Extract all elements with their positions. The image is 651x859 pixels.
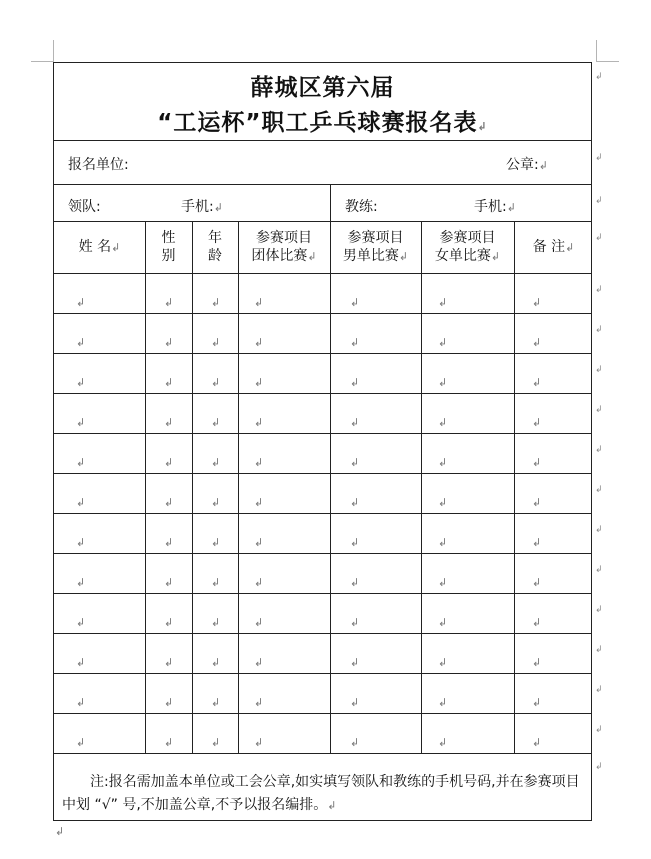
column-header-remarks: 备 注↲	[532, 239, 575, 255]
empty-cell-mark: ↲	[532, 576, 542, 589]
table-rule	[54, 313, 591, 314]
empty-cell-mark: ↲	[254, 536, 264, 549]
empty-cell-mark: ↲	[350, 496, 360, 509]
empty-cell-mark: ↲	[76, 736, 86, 749]
empty-cell-mark: ↲	[76, 656, 86, 669]
table-rule	[330, 221, 331, 753]
row-end-mark: ↲	[595, 725, 603, 735]
column-header-men-singles: 参赛项目 男单比赛↲	[342, 230, 409, 264]
empty-cell-mark: ↲	[164, 336, 174, 349]
empty-cell-mark: ↲	[76, 416, 86, 429]
empty-cell-mark: ↲	[76, 496, 86, 509]
empty-cell-mark: ↲	[350, 696, 360, 709]
leader-label: 领队:	[68, 199, 101, 215]
row-end-mark: ↲	[595, 762, 603, 772]
table-rule	[54, 553, 591, 554]
table-rule	[192, 221, 193, 753]
empty-cell-mark: ↲	[254, 376, 264, 389]
crop-mark	[53, 40, 54, 62]
column-header-name: 姓 名↲	[78, 239, 121, 255]
empty-cell-mark: ↲	[164, 576, 174, 589]
empty-cell-mark: ↲	[164, 416, 174, 429]
empty-cell-mark: ↲	[254, 616, 264, 629]
empty-cell-mark: ↲	[76, 616, 86, 629]
empty-cell-mark: ↲	[211, 696, 221, 709]
empty-cell-mark: ↲	[254, 336, 264, 349]
table-rule	[54, 273, 591, 274]
empty-cell-mark: ↲	[211, 336, 221, 349]
empty-cell-mark: ↲	[164, 736, 174, 749]
row-end-mark: ↲	[595, 485, 603, 495]
empty-cell-mark: ↲	[76, 536, 86, 549]
empty-cell-mark: ↲	[350, 656, 360, 669]
table-rule	[330, 184, 331, 221]
table-rule	[54, 513, 591, 514]
empty-cell-mark: ↲	[438, 416, 448, 429]
empty-cell-mark: ↲	[438, 696, 448, 709]
empty-cell-mark: ↲	[211, 496, 221, 509]
coach-phone-label: 手机:↲	[474, 199, 516, 215]
unit-label: 报名单位:	[68, 157, 129, 173]
empty-cell-mark: ↲	[438, 576, 448, 589]
empty-cell-mark: ↲	[532, 656, 542, 669]
empty-cell-mark: ↲	[438, 456, 448, 469]
empty-cell-mark: ↲	[438, 736, 448, 749]
column-header-women-singles: 参赛项目 女单比赛↲	[434, 230, 501, 264]
empty-cell-mark: ↲	[76, 576, 86, 589]
table-rule	[54, 353, 591, 354]
table-rule	[421, 221, 422, 753]
empty-cell-mark: ↲	[164, 296, 174, 309]
empty-cell-mark: ↲	[76, 376, 86, 389]
empty-cell-mark: ↲	[211, 296, 221, 309]
registration-form	[53, 62, 592, 821]
empty-cell-mark: ↲	[76, 336, 86, 349]
empty-cell-mark: ↲	[254, 496, 264, 509]
crop-mark	[31, 61, 53, 62]
table-rule	[54, 393, 591, 394]
empty-cell-mark: ↲	[211, 456, 221, 469]
empty-cell-mark: ↲	[76, 696, 86, 709]
empty-cell-mark: ↲	[438, 656, 448, 669]
row-end-mark: ↲	[595, 445, 603, 455]
empty-cell-mark: ↲	[532, 616, 542, 629]
table-rule	[54, 753, 591, 754]
empty-cell-mark: ↲	[532, 696, 542, 709]
empty-cell-mark: ↲	[254, 656, 264, 669]
table-rule	[238, 221, 239, 753]
empty-cell-mark: ↲	[532, 456, 542, 469]
empty-cell-mark: ↲	[532, 416, 542, 429]
empty-cell-mark: ↲	[532, 336, 542, 349]
form-title-line1: 薛城区第六届	[250, 75, 395, 101]
row-end-mark: ↲	[595, 685, 603, 695]
form-title-line2: “工运杯”职工乒乓球赛报名表↲	[157, 110, 488, 136]
empty-cell-mark: ↲	[350, 576, 360, 589]
empty-cell-mark: ↲	[438, 496, 448, 509]
empty-cell-mark: ↲	[532, 736, 542, 749]
row-end-mark: ↲	[595, 325, 603, 335]
leader-phone-label: 手机:↲	[181, 199, 223, 215]
row-end-mark: ↲	[595, 365, 603, 375]
row-end-mark: ↲	[595, 153, 603, 163]
empty-cell-mark: ↲	[164, 696, 174, 709]
row-end-mark: ↲	[595, 525, 603, 535]
empty-cell-mark: ↲	[350, 456, 360, 469]
empty-cell-mark: ↲	[532, 536, 542, 549]
empty-cell-mark: ↲	[76, 456, 86, 469]
footer-note: 注:报名需加盖本单位或工会公章,如实填写领队和教练的手机号码,并在参赛项目中划 “√” 号,不加盖公章,不予以报名编排。↲	[62, 774, 580, 813]
table-rule	[54, 713, 591, 714]
row-end-mark: ↲	[595, 605, 603, 615]
empty-cell-mark: ↲	[438, 336, 448, 349]
empty-cell-mark: ↲	[164, 656, 174, 669]
row-end-mark: ↲	[595, 233, 603, 243]
empty-cell-mark: ↲	[164, 616, 174, 629]
empty-cell-mark: ↲	[211, 376, 221, 389]
table-rule	[514, 221, 515, 753]
empty-cell-mark: ↲	[350, 736, 360, 749]
empty-cell-mark: ↲	[532, 496, 542, 509]
empty-cell-mark: ↲	[350, 416, 360, 429]
empty-cell-mark: ↲	[254, 576, 264, 589]
seal-label: 公章:↲	[506, 157, 548, 173]
empty-cell-mark: ↲	[350, 296, 360, 309]
empty-cell-mark: ↲	[211, 416, 221, 429]
crop-mark	[597, 61, 619, 62]
table-rule	[54, 473, 591, 474]
coach-label: 教练:	[345, 199, 378, 215]
table-rule	[54, 593, 591, 594]
table-rule	[54, 673, 591, 674]
empty-cell-mark: ↲	[254, 456, 264, 469]
empty-cell-mark: ↲	[350, 336, 360, 349]
row-end-mark: ↲	[595, 565, 603, 575]
empty-cell-mark: ↲	[211, 616, 221, 629]
empty-cell-mark: ↲	[254, 296, 264, 309]
empty-cell-mark: ↲	[350, 376, 360, 389]
empty-cell-mark: ↲	[164, 496, 174, 509]
empty-cell-mark: ↲	[438, 296, 448, 309]
row-end-mark: ↲	[595, 285, 603, 295]
table-rule	[54, 633, 591, 634]
empty-cell-mark: ↲	[438, 616, 448, 629]
empty-cell-mark: ↲	[164, 376, 174, 389]
empty-cell-mark: ↲	[438, 536, 448, 549]
empty-cell-mark: ↲	[164, 536, 174, 549]
table-rule	[54, 184, 591, 185]
empty-cell-mark: ↲	[350, 536, 360, 549]
final-paragraph-mark: ↲	[55, 825, 65, 838]
table-rule	[54, 433, 591, 434]
empty-cell-mark: ↲	[254, 736, 264, 749]
column-header-gender: 性 别	[161, 230, 176, 264]
empty-cell-mark: ↲	[350, 616, 360, 629]
empty-cell-mark: ↲	[211, 576, 221, 589]
empty-cell-mark: ↲	[164, 456, 174, 469]
column-header-team-event: 参赛项目 团体比赛↲	[251, 230, 317, 264]
empty-cell-mark: ↲	[532, 376, 542, 389]
row-end-mark: ↲	[595, 645, 603, 655]
empty-cell-mark: ↲	[254, 696, 264, 709]
empty-cell-mark: ↲	[211, 536, 221, 549]
empty-cell-mark: ↲	[254, 416, 264, 429]
crop-mark	[596, 40, 597, 62]
empty-cell-mark: ↲	[211, 736, 221, 749]
empty-cell-mark: ↲	[76, 296, 86, 309]
empty-cell-mark: ↲	[211, 656, 221, 669]
empty-cell-mark: ↲	[532, 296, 542, 309]
row-end-mark: ↲	[595, 405, 603, 415]
row-end-mark: ↲	[595, 72, 603, 82]
empty-cell-mark: ↲	[438, 376, 448, 389]
table-rule	[54, 140, 591, 141]
table-rule	[54, 221, 591, 222]
row-end-mark: ↲	[595, 196, 603, 206]
column-header-age: 年 龄	[208, 230, 222, 264]
table-rule	[145, 221, 146, 753]
